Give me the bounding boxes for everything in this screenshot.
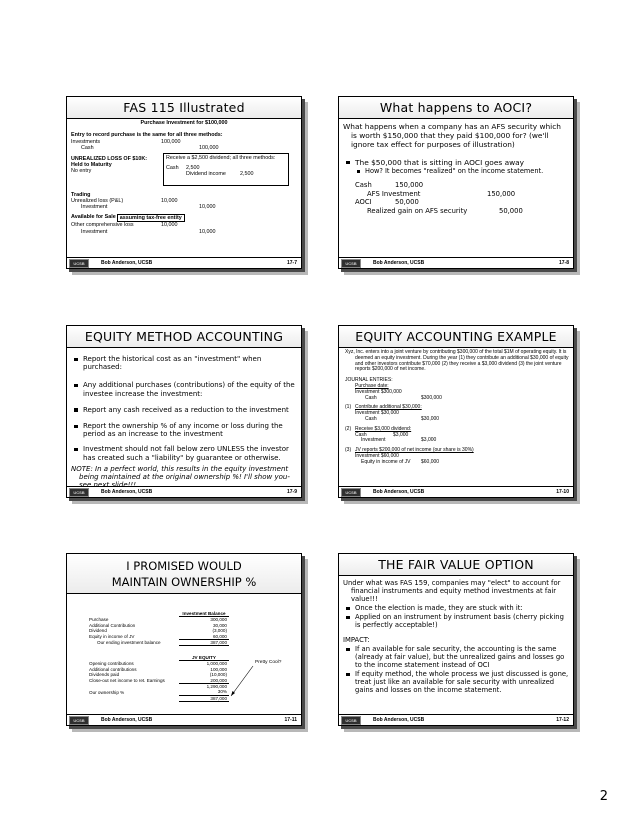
bullet: Investment should not fall below zero UNLESS the investor has created such a "liability" by guarantee or otherwise.: [71, 445, 297, 461]
journal-line: Investment 10,000: [81, 204, 216, 211]
footer-author: Bob Anderson, UCSB: [101, 717, 153, 723]
slide-fas115: [66, 96, 302, 269]
slide-footer: [339, 257, 573, 268]
intro-text: Under what was FAS 159, companies may "elect" to account for financial instruments and equity method investments at fair value!!!: [343, 579, 561, 603]
section-heading: Purchase Investment for $100,000: [140, 120, 228, 126]
investment-balance-table: [87, 611, 229, 646]
table-row: Equity in income of JV 60,000: [89, 633, 227, 639]
slide-footer: [339, 486, 573, 497]
slide-footer: [67, 714, 301, 725]
slide-body: [345, 350, 569, 485]
entry-1: (1) Contribute additional $30,000:: [345, 404, 422, 411]
slide-body: [343, 579, 569, 713]
trading-heading: Trading: [71, 191, 91, 198]
bullet: Report any cash received as a reduction to the investment: [71, 406, 297, 414]
bullet: Any additional purchases (contributions) of the equity of the investee increase the investment:: [71, 381, 297, 397]
slide-footer: [339, 714, 573, 725]
journal-line: Cash $300,000: [365, 394, 442, 401]
table-row: Our ownership % 30%: [89, 689, 227, 695]
slide-maintain-ownership: [66, 553, 302, 726]
table-row: Additional Contribution 30,000: [89, 622, 227, 628]
slide-number: 17-8: [558, 260, 569, 266]
intro-text: What happens when a company has an AFS security which is worth $150,000 that they paid $100,000 for? (we'll ignore tax effect for purposes of illustration): [343, 122, 561, 149]
table-header: Investment Balance: [179, 611, 229, 617]
bullet: If an available for sale security, the accounting is the same (already at fair value), but the unrealized gains and losses go to the income statement instead of OCI: [343, 645, 569, 669]
journal-heading: JOURNAL ENTRIES:: [345, 377, 393, 384]
entry-line: Entry to record purchase is the same for all three methods:: [71, 132, 223, 139]
intro-text: Xyz, Inc. enters into a joint venture by contributing $300,000 of the total $1M of operating equity. It is deemed an equity investment. During the year (1) they contribute an additional $30,000 of equity and other investors contribute $70,000 (2) they receive a $3,000 dividend (3) the joint venture reports $200,000 of net income.: [345, 349, 569, 373]
slide-number: 17-10: [556, 489, 569, 495]
bullet: Once the election is made, they are stuck with it:: [343, 604, 569, 612]
table-row: Our ending investment balance 387,000: [97, 640, 227, 646]
unrealized-heading: UNREALIZED LOSS OF $10K:: [71, 155, 148, 162]
journal-line: Investments 100,000: [71, 138, 181, 145]
sub-bullet: How? It becomes "realized" on the income statement.: [343, 167, 569, 176]
slide-number: 17-9: [286, 489, 297, 495]
journal-line: Investment $3,000: [361, 437, 437, 444]
table-row: Opening contributions 1,000,000: [89, 661, 227, 667]
bullet: Report the historical cost as an "investment" when purchased:: [71, 355, 297, 371]
ucsb-logo-icon: UCSB: [69, 488, 89, 497]
slide-aoci: [338, 96, 574, 269]
journal-line: Other comprehensive loss 10,000: [71, 222, 178, 229]
table-row: 1,290,000: [206, 684, 227, 690]
note-text: NOTE: In a perfect world, this results in the equity investment being maintained at the original ownership %! I'll show you-: [71, 464, 290, 482]
ucsb-logo-icon: UCSB: [69, 259, 89, 268]
slide-number: 17-11: [284, 717, 297, 723]
ucsb-logo-icon: UCSB: [341, 259, 361, 268]
bullet: Applied on an instrument by instrument basis (cherry picking is perfectly acceptable!): [343, 613, 569, 629]
table-header: JV EQUITY: [179, 655, 229, 661]
slide-title: THE FAIR VALUE OPTION: [339, 554, 573, 576]
footer-author: Bob Anderson, UCSB: [373, 717, 425, 723]
slide-equity-example: [338, 325, 574, 498]
entry-3: (3) JV reports $200,000 of net income (our share is 30%): [345, 447, 474, 454]
journal-line: Cash $30,000: [365, 415, 440, 422]
afs-box: assuming tax-free entity: [117, 214, 185, 222]
table-row: Purchase 300,000: [89, 617, 227, 623]
footer-author: Bob Anderson, UCSB: [101, 260, 153, 266]
slide-footer: [67, 486, 301, 497]
entry-title: Purchase date:: [355, 382, 389, 389]
journal-line: Cash 100,000: [81, 145, 219, 152]
journal-line: Investment $60,000: [355, 452, 399, 459]
journal-line: Investment 10,000: [81, 228, 216, 235]
slide-title: EQUITY ACCOUNTING EXAMPLE: [339, 326, 573, 348]
journal-line: Investment $300,000: [355, 388, 402, 395]
table-row: Additional contributions 100,000: [89, 666, 227, 672]
pointer-arrow-icon: [229, 664, 261, 700]
slide-body: [343, 123, 569, 256]
ucsb-logo-icon: UCSB: [69, 716, 89, 725]
slide-number: 17-12: [556, 717, 569, 723]
journal-line: Investment $30,000: [355, 410, 399, 417]
table-row: Close-out net income to ret. Earnings 200,000: [89, 677, 227, 683]
ucsb-logo-icon: UCSB: [341, 488, 361, 497]
table-row: Dividends paid (10,000): [89, 672, 227, 678]
slide-body: [71, 355, 297, 485]
bullet: If equity method, the whole process we just discussed is gone, treat just like an available for sale security with unrealized gains and losses on the income statement.: [343, 670, 569, 694]
pretty-cool-label: Pretty Cool?: [255, 660, 282, 665]
slide-fair-value-option: [338, 553, 574, 726]
footer-author: Bob Anderson, UCSB: [373, 489, 425, 495]
footer-author: Bob Anderson, UCSB: [101, 489, 153, 495]
slide-body: [71, 120, 297, 256]
slide-title: What happens to AOCI?: [339, 97, 573, 119]
unrealized-section: [71, 156, 297, 189]
journal-entry: Cash 150,000 AFS Investment 150,000 AOCI 50,000 Realized gain on AFS security 50,000: [355, 181, 523, 215]
slide-title: I PROMISED WOULD MAINTAIN OWNERSHIP %: [67, 554, 301, 594]
slide-number: 17-7: [286, 260, 297, 266]
slide-equity-method: [66, 325, 302, 498]
bullet: Report the ownership % of any income or loss during the period as an increase to the investment: [71, 422, 297, 438]
afs-heading: Available for Sale assuming tax-free entity: [71, 214, 297, 222]
journal-line: Cash $3,000: [355, 431, 409, 438]
journal-line: Unrealized loss (P&L) 10,000: [71, 198, 178, 205]
jv-equity-table: [87, 655, 229, 702]
bullet: The $50,000 that is sitting in AOCI goes away: [343, 158, 569, 167]
table-row: 387,000: [87, 695, 229, 701]
held-heading: Held to Maturity: [71, 162, 112, 169]
page-number: 2: [599, 789, 608, 804]
no-entry: No entry: [71, 168, 92, 175]
slide-footer: [67, 257, 301, 268]
entry-2: (2) Receive $3,000 dividend:: [345, 425, 412, 432]
impact-heading: IMPACT:: [343, 636, 370, 644]
journal-line: Equity in income of JV $60,000: [361, 458, 440, 465]
ucsb-logo-icon: UCSB: [341, 716, 361, 725]
slide-title: EQUITY METHOD ACCOUNTING: [67, 326, 301, 348]
dividend-box: Receive a $2,500 dividend; all three methods: Cash 2,500 Dividend income 2,500: [163, 153, 289, 186]
footer-author: Bob Anderson, UCSB: [373, 260, 425, 266]
slide-title: FAS 115 Illustrated: [67, 97, 301, 119]
table-row: Dividend (3,000): [89, 628, 227, 634]
